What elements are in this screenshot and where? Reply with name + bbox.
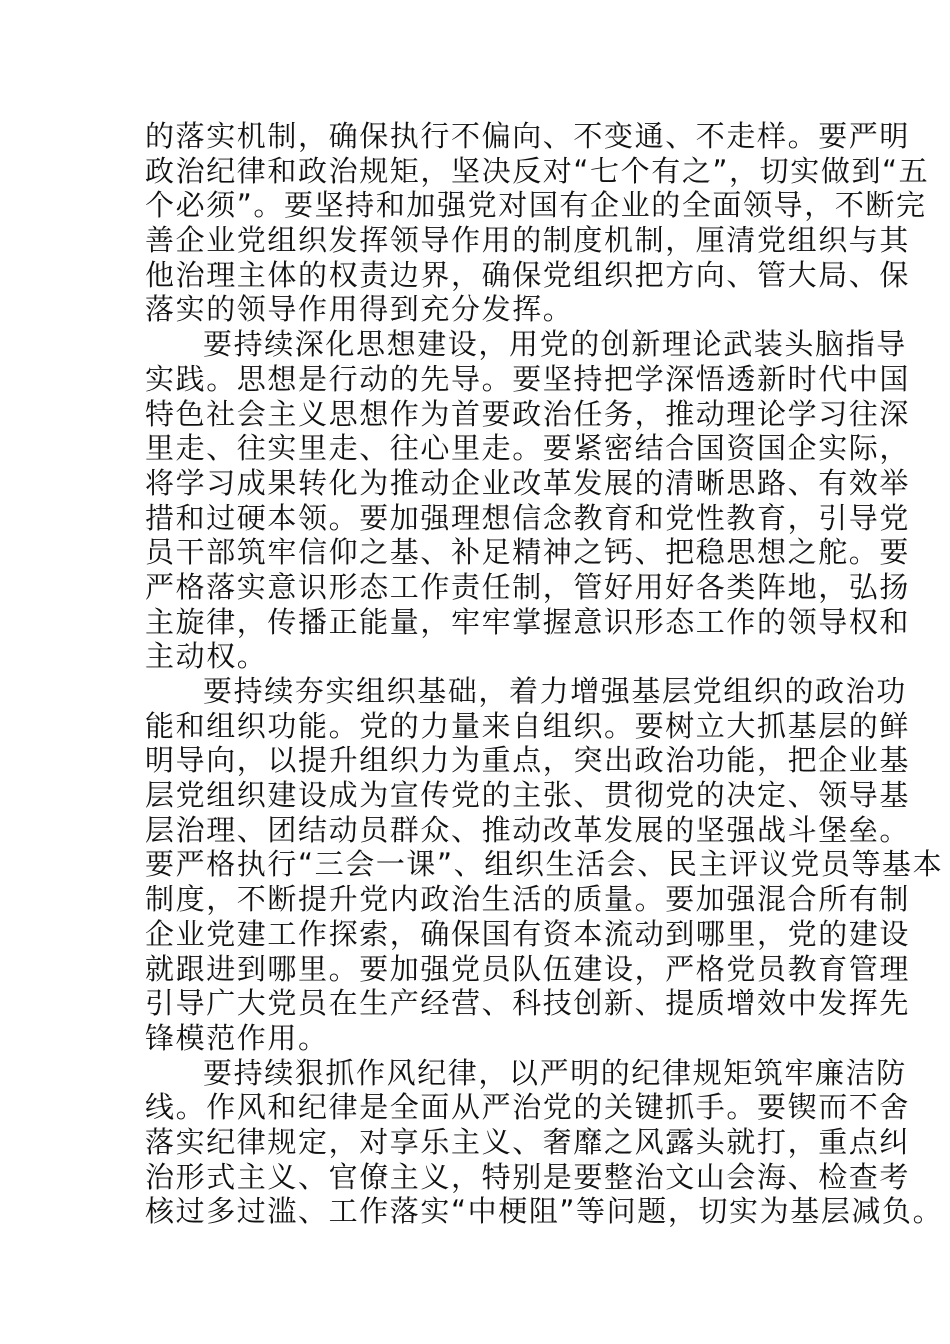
text-line: 要严格执行“三会一课”、组织生活会、民主评议党员等基本 (145, 847, 944, 882)
text-line: 将学习成果转化为推动企业改革发展的清晰思路、有效举 (145, 465, 911, 500)
text-line: 政治纪律和政治规矩，坚决反对“七个有之”，切实做到“五 (145, 153, 930, 188)
text-line: 他治理主体的权责边界，确保党组织把方向、管大局、保 (145, 257, 911, 292)
text-line: 的落实机制，确保执行不偏向、不变通、不走样。要严明 (145, 119, 911, 153)
paragraph-4 (145, 1055, 944, 1229)
text-line: 落实的领导作用得到充分发挥。 (145, 292, 574, 327)
text-line: 主动权。 (145, 639, 268, 674)
text-line: 核过多过滥、工作落实“中梗阻”等问题，切实为基层减负。 (145, 1194, 944, 1229)
text-line: 层治理、团结动员群众、推动改革发展的坚强战斗堡垒。 (145, 812, 911, 847)
paragraph-3 (145, 674, 944, 1056)
text-line: 员干部筑牢信仰之基、补足精神之钙、把稳思想之舵。要 (145, 535, 911, 570)
text-line: 个必须”。要坚持和加强党对国有企业的全面领导，不断完 (145, 188, 927, 223)
text-line: 措和过硬本领。要加强理想信念教育和党性教育，引导党 (145, 500, 911, 535)
text-line: 层党组织建设成为宣传党的主张、贯彻党的决定、领导基 (145, 778, 911, 813)
text-line: 锋模范作用。 (145, 1020, 329, 1055)
text-line: 就跟进到哪里。要加强党员队伍建设，严格党员教育管理 (145, 951, 911, 986)
text-line: 里走、往实里走、往心里走。要紧密结合国资国企实际， (145, 431, 911, 466)
text-line: 制度，不断提升党内政治生活的质量。要加强混合所有制 (145, 882, 911, 917)
text-line-indented: 要持续狠抓作风纪律，以严明的纪律规矩筑牢廉洁防 (203, 1055, 907, 1090)
paragraph-2 (145, 327, 911, 674)
text-line: 治形式主义、官僚主义，特别是要整治文山会海、检查考 (145, 1159, 911, 1194)
text-line: 落实纪律规定，对享乐主义、奢靡之风露头就打，重点纠 (145, 1124, 911, 1159)
document-body (145, 119, 944, 1229)
text-line: 善企业党组织发挥领导作用的制度机制，厘清党组织与其 (145, 223, 911, 258)
text-line: 企业党建工作探索，确保国有资本流动到哪里，党的建设 (145, 916, 911, 951)
text-line: 严格落实意识形态工作责任制，管好用好各类阵地，弘扬 (145, 569, 911, 604)
paragraph-1 (145, 119, 930, 327)
text-line-indented: 要持续深化思想建设，用党的创新理论武装头脑指导 (203, 327, 907, 362)
text-line: 明导向，以提升组织力为重点，突出政治功能，把企业基 (145, 743, 911, 778)
text-line: 特色社会主义思想作为首要政治任务，推动理论学习往深 (145, 396, 911, 431)
text-line-indented: 要持续夯实组织基础，着力增强基层党组织的政治功 (203, 674, 907, 708)
text-line: 线。作风和纪律是全面从严治党的关键抓手。要锲而不舍 (145, 1090, 911, 1125)
text-line: 能和组织功能。党的力量来自组织。要树立大抓基层的鲜 (145, 708, 911, 743)
text-line: 实践。思想是行动的先导。要坚持把学深悟透新时代中国 (145, 361, 911, 396)
text-line: 主旋律，传播正能量，牢牢掌握意识形态工作的领导权和 (145, 604, 911, 639)
text-line: 引导广大党员在生产经营、科技创新、提质增效中发挥先 (145, 986, 911, 1021)
